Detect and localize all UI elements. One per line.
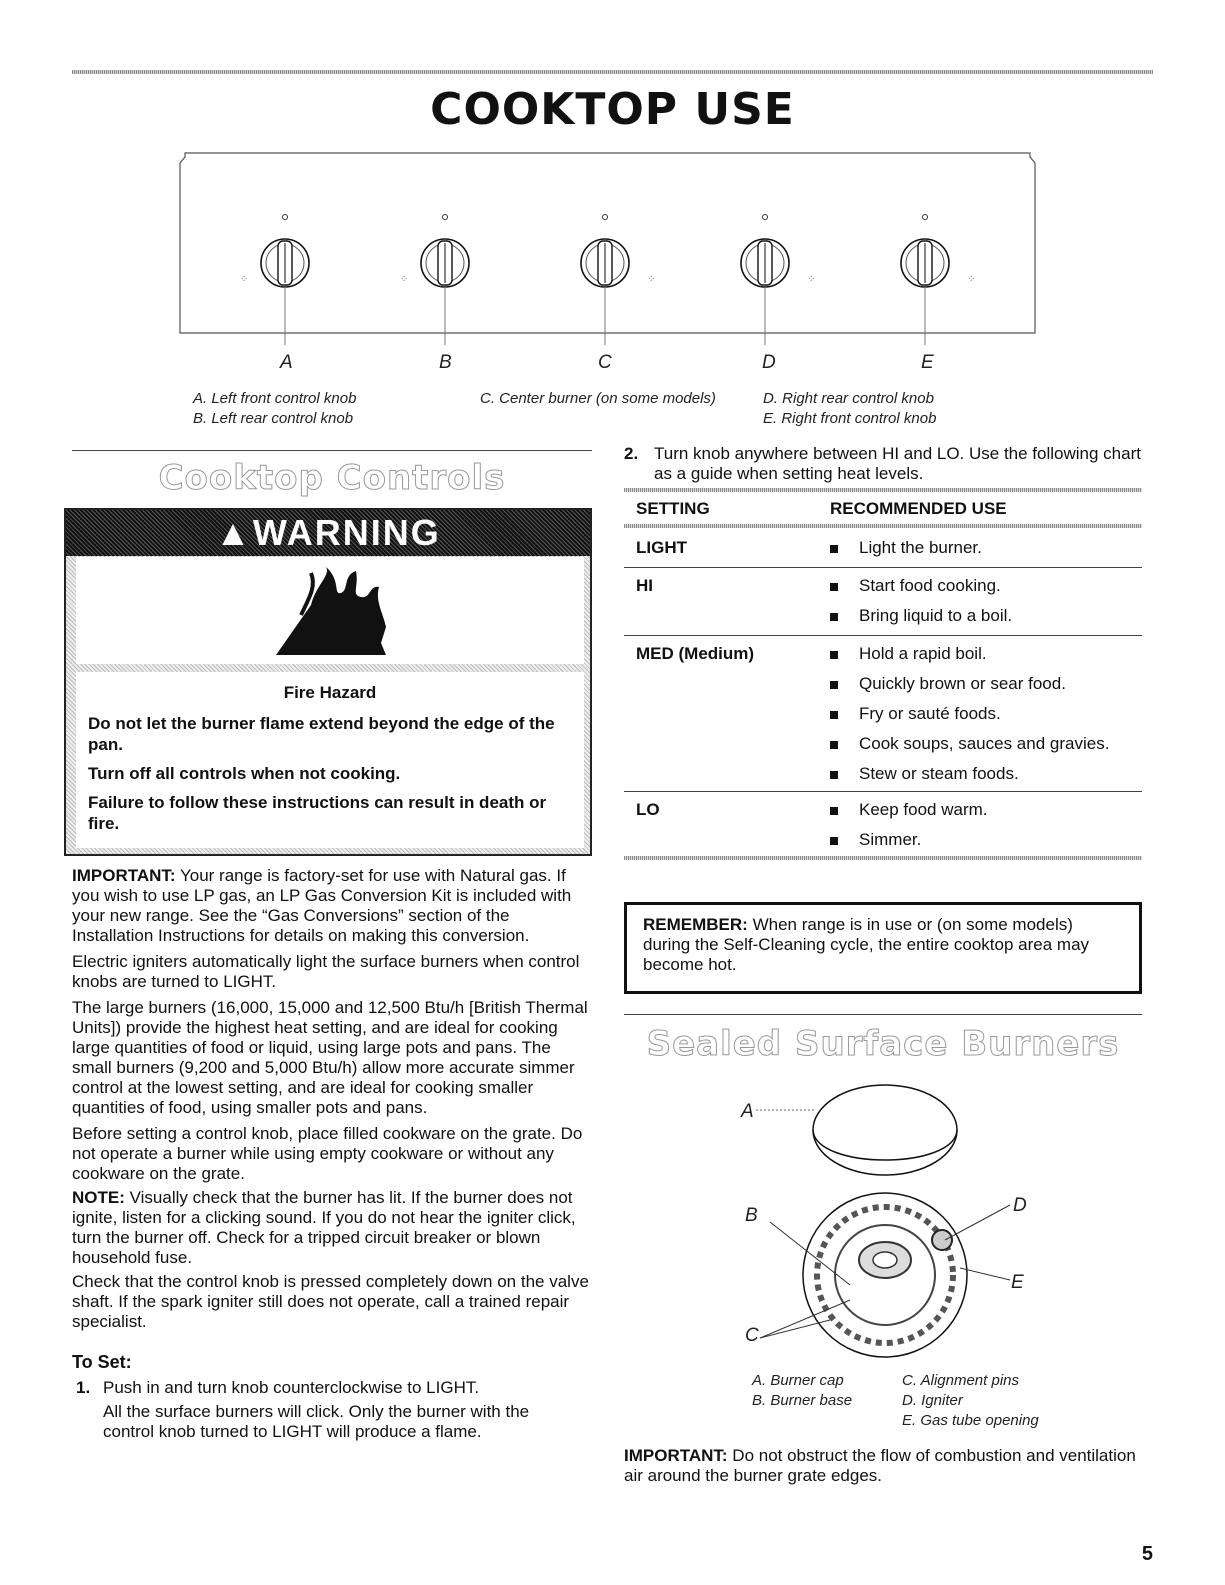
to-set-heading: To Set: bbox=[72, 1352, 132, 1372]
table-use-cell: Keep food warm. bbox=[859, 800, 988, 819]
burner-illustration bbox=[730, 1080, 1050, 1370]
svg-text:⁘: ⁘ bbox=[967, 274, 976, 285]
warning-line-2: Turn off all controls when not cooking. bbox=[88, 764, 401, 783]
table-bottom-rule bbox=[624, 856, 1142, 860]
control-knob bbox=[581, 215, 655, 346]
knob-letter-e: E bbox=[921, 352, 934, 373]
bullet-icon bbox=[830, 583, 838, 591]
table-use-cell: Simmer. bbox=[859, 830, 922, 849]
hazard-title: Fire Hazard bbox=[283, 683, 377, 702]
svg-text:⁘: ⁘ bbox=[647, 274, 656, 285]
warning-body bbox=[76, 672, 584, 848]
control-panel-illustration bbox=[175, 145, 1045, 345]
knob-letter-d: D bbox=[762, 352, 776, 373]
table-use-cell: Quickly brown or sear food. bbox=[859, 674, 1066, 693]
burner-letter-b: B bbox=[745, 1205, 758, 1226]
before-paragraph: Before setting a control knob, place filled cookware on the grate. Do not operate a burner while using empty cookware or without any cookware on the grate. bbox=[72, 1124, 583, 1183]
warning-triangle-icon: ▲ bbox=[215, 512, 253, 553]
igniters-paragraph: Electric igniters automatically light the surface burners when control knobs are turned to LIGHT. bbox=[72, 952, 580, 991]
bullet-icon bbox=[830, 651, 838, 659]
table-row-rule bbox=[624, 635, 1142, 636]
table-setting-cell: HI bbox=[636, 576, 653, 595]
step-2-number: 2. bbox=[624, 444, 639, 463]
bullet-icon bbox=[830, 613, 838, 621]
section-rule bbox=[72, 450, 592, 451]
step-1-detail: All the surface burners will click. Only the burner with the control knob turned to LIGHT will produce a flame. bbox=[103, 1402, 530, 1441]
table-use-cell: Light the burner. bbox=[859, 538, 982, 557]
burner-letter-d: D bbox=[1013, 1195, 1027, 1216]
control-knob bbox=[240, 215, 309, 346]
table-header-recommended-use: RECOMMENDED USE bbox=[830, 499, 1007, 518]
warning-title: ▲WARNING bbox=[215, 512, 441, 553]
control-knob bbox=[741, 215, 815, 346]
check-paragraph: Check that the control knob is pressed completely down on the valve shaft. If the spark igniter still does not operate, call a trained repair specialist. bbox=[72, 1272, 589, 1331]
svg-text:⁘: ⁘ bbox=[807, 274, 816, 285]
section-heading-sealed-burners: Sealed Surface Burners bbox=[646, 1024, 1120, 1064]
table-header-rule bbox=[624, 524, 1142, 528]
important-paragraph: IMPORTANT: Your range is factory-set for use with Natural gas. If you wish to use LP gas, an LP Gas Conversion Kit is included with your new range. See the “Gas Conversions” section of the Installation Instructions for details on making this conversion. bbox=[72, 866, 572, 945]
table-use-cell: Start food cooking. bbox=[859, 576, 1001, 595]
bullet-icon bbox=[830, 807, 838, 815]
burner-caption-e: E. Gas tube opening bbox=[902, 1412, 1039, 1429]
knob-letter-a: A bbox=[280, 352, 293, 373]
page-title: COOKTOP USE bbox=[430, 84, 795, 135]
control-knob bbox=[400, 215, 469, 346]
table-header-setting: SETTING bbox=[636, 499, 710, 518]
caption-c: C. Center burner (on some models) bbox=[480, 390, 716, 407]
table-use-cell: Bring liquid to a boil. bbox=[859, 606, 1013, 625]
remember-box bbox=[624, 902, 1142, 994]
fire-icon bbox=[271, 565, 391, 657]
warning-line-3: Failure to follow these instructions can result in death or fire. bbox=[88, 793, 547, 833]
table-use-cell: Cook soups, sauces and gravies. bbox=[859, 734, 1110, 753]
section-rule-sealed bbox=[624, 1014, 1142, 1015]
burner-letter-a: A bbox=[741, 1101, 754, 1122]
table-use-cell: Hold a rapid boil. bbox=[859, 644, 987, 663]
caption-d: D. Right rear control knob bbox=[763, 390, 934, 407]
bullet-icon bbox=[830, 545, 838, 553]
burners-paragraph: The large burners (16,000, 15,000 and 12,500 Btu/h [British Thermal Units]) provide the highest heat setting, and are ideal for cooking large quantities of food or liquid, using large pots and pans. The small burners (9,200 and 5,000 Btu/h) allow more accurate simmer control at the lowest setting, and are ideal for cooking smaller quantities of food, using smaller pots and pans. bbox=[72, 998, 588, 1117]
burner-caption-d: D. Igniter bbox=[902, 1392, 963, 1409]
burner-caption-b: B. Burner base bbox=[752, 1392, 853, 1409]
remember-text: REMEMBER: When range is in use or (on some models) during the Self-Cleaning cycle, the entire cooktop area may become hot. bbox=[643, 915, 1090, 974]
caption-b: B. Left rear control knob bbox=[193, 410, 354, 427]
section-heading-cooktop-controls: Cooktop Controls bbox=[158, 458, 506, 498]
table-setting-cell: MED (Medium) bbox=[636, 644, 755, 663]
caption-e: E. Right front control knob bbox=[763, 410, 937, 427]
step-1-number: 1. bbox=[76, 1378, 91, 1397]
sealed-important-paragraph: IMPORTANT: Do not obstruct the flow of combustion and ventilation air around the burner grate edges. bbox=[624, 1446, 1136, 1485]
table-row-rule bbox=[624, 791, 1142, 792]
svg-text:⁘: ⁘ bbox=[400, 274, 409, 285]
svg-text:⁘: ⁘ bbox=[240, 274, 249, 285]
table-row-rule bbox=[624, 567, 1142, 568]
control-knob bbox=[901, 215, 975, 346]
burner-letter-c: C bbox=[745, 1325, 759, 1346]
page-number: 5 bbox=[1141, 1543, 1153, 1565]
step-1-text: Push in and turn knob counterclockwise to LIGHT. bbox=[103, 1378, 480, 1397]
burner-letter-e: E bbox=[1011, 1272, 1024, 1293]
warning-image-area bbox=[76, 557, 584, 664]
caption-a: A. Left front control knob bbox=[193, 390, 357, 407]
step-2-text: Turn knob anywhere between HI and LO. Use the following chart as a guide when setting heat levels. bbox=[654, 444, 1141, 483]
burner-caption-a: A. Burner cap bbox=[752, 1372, 844, 1389]
knob-letter-b: B bbox=[439, 352, 452, 373]
table-use-cell: Stew or steam foods. bbox=[859, 764, 1019, 783]
bullet-icon bbox=[830, 837, 838, 845]
table-use-cell: Fry or sauté foods. bbox=[859, 704, 1001, 723]
table-setting-cell: LIGHT bbox=[636, 538, 687, 557]
top-rule bbox=[72, 70, 1153, 74]
bullet-icon bbox=[830, 711, 838, 719]
bullet-icon bbox=[830, 681, 838, 689]
table-setting-cell: LO bbox=[636, 800, 660, 819]
knob-letter-c: C bbox=[598, 352, 612, 373]
note-paragraph: NOTE: Visually check that the burner has lit. If the burner does not ignite, listen for a clicking sound. If you do not hear the igniter click, turn the burner off. Check for a tripped circuit breaker or blown household fuse. bbox=[72, 1188, 576, 1267]
burner-caption-c: C. Alignment pins bbox=[902, 1372, 1019, 1389]
warning-line-1: Do not let the burner flame extend beyond the edge of the pan. bbox=[88, 714, 555, 754]
table-top-rule bbox=[624, 488, 1142, 492]
bullet-icon bbox=[830, 741, 838, 749]
bullet-icon bbox=[830, 771, 838, 779]
